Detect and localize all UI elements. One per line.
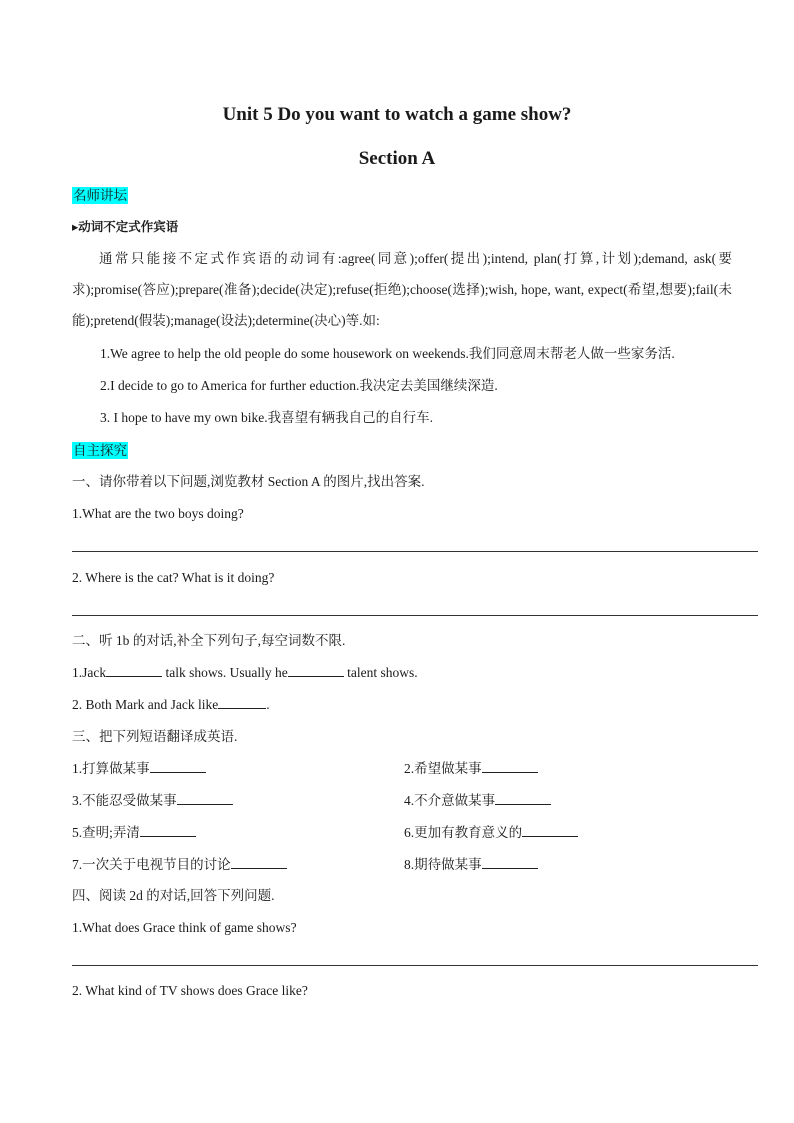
- phrase-item: [72, 824, 196, 842]
- phrase-item: [72, 760, 206, 778]
- grammar-heading: ▸动词不定式作宾语: [72, 219, 179, 234]
- fill-blank[interactable]: [231, 856, 287, 869]
- grammar-explanation: 通常只能接不定式作宾语的动词有:agree(同意);offer(提出);intend, plan(打算,计划);demand, ask(要求);promise(答应);prepare(准备);decide(决定);refuse(拒绝);choose(选择);wish, hope, want, expect(希望,想要);fail(未能);pretend(假装);manage(设法);determine(决心)等.如:: [72, 251, 732, 328]
- section1-heading: 一、请你带着以下问题,浏览教材 Section A 的图片,找出答案.: [72, 474, 425, 489]
- example-sentence-2: 2.I decide to go to America for further eduction.我决定去美国继续深造.: [100, 378, 498, 393]
- phrase-text: 7.一次关于电视节目的讨论: [72, 857, 231, 872]
- fill-blank[interactable]: [482, 760, 538, 773]
- fill-blank[interactable]: [482, 856, 538, 869]
- sentence-text: 2. Both Mark and Jack like: [72, 697, 219, 712]
- phrase-item: [404, 792, 551, 810]
- section2-sentence-1: [72, 664, 418, 682]
- section-subtitle: Section A: [358, 148, 436, 169]
- fill-blank[interactable]: [106, 664, 162, 677]
- section3-heading: 三、把下列短语翻译成英语.: [72, 729, 238, 744]
- fill-blank[interactable]: [150, 760, 206, 773]
- section1-question-1: 1.What are the two boys doing?: [72, 506, 244, 521]
- sentence-text: .: [266, 697, 270, 712]
- section4-question-1: 1.What does Grace think of game shows?: [72, 920, 297, 935]
- example-sentence-3: 3. I hope to have my own bike.我喜望有辆我自己的自行车.: [100, 410, 433, 425]
- answer-line[interactable]: [72, 551, 758, 552]
- fill-blank[interactable]: [140, 824, 196, 837]
- sentence-text: talk shows. Usually he: [162, 665, 288, 680]
- phrase-text: 5.查明;弄清: [72, 825, 140, 840]
- fill-blank[interactable]: [288, 664, 344, 677]
- fill-blank[interactable]: [495, 792, 551, 805]
- phrase-item: [72, 856, 287, 874]
- answer-line[interactable]: [72, 965, 758, 966]
- fill-blank[interactable]: [218, 696, 266, 709]
- phrase-text: 6.更加有教育意义的: [404, 825, 523, 840]
- self-exploration-tag: 自主探究: [73, 443, 127, 458]
- phrase-text: 8.期待做某事: [404, 857, 482, 872]
- sentence-text: 1.Jack: [72, 665, 107, 680]
- example-sentence-1: 1.We agree to help the old people do some housework on weekends.我们同意周末帮老人做一些家务活.: [100, 346, 675, 361]
- answer-line[interactable]: [72, 615, 758, 616]
- phrase-item: [72, 792, 233, 810]
- fill-blank[interactable]: [522, 824, 578, 837]
- phrase-text: 3.不能忍受做某事: [72, 793, 177, 808]
- phrase-item: [404, 760, 538, 778]
- section1-question-2: 2. Where is the cat? What is it doing?: [72, 570, 275, 585]
- phrase-item: [404, 824, 578, 842]
- teacher-lecture-tag: 名师讲坛: [73, 188, 127, 203]
- sentence-text: talent shows.: [343, 665, 418, 680]
- section2-heading: 二、听 1b 的对话,补全下列句子,每空词数不限.: [72, 633, 346, 648]
- phrase-text: 1.打算做某事: [72, 761, 150, 776]
- phrase-text: 4.不介意做某事: [404, 793, 496, 808]
- fill-blank[interactable]: [177, 792, 233, 805]
- phrase-item: [404, 856, 538, 874]
- section4-question-2: 2. What kind of TV shows does Grace like?: [72, 983, 308, 998]
- phrase-text: 2.希望做某事: [404, 761, 482, 776]
- section2-sentence-2: [72, 696, 270, 714]
- page-title: Unit 5 Do you want to watch a game show?: [222, 104, 572, 125]
- section4-heading: 四、阅读 2d 的对话,回答下列问题.: [72, 888, 275, 903]
